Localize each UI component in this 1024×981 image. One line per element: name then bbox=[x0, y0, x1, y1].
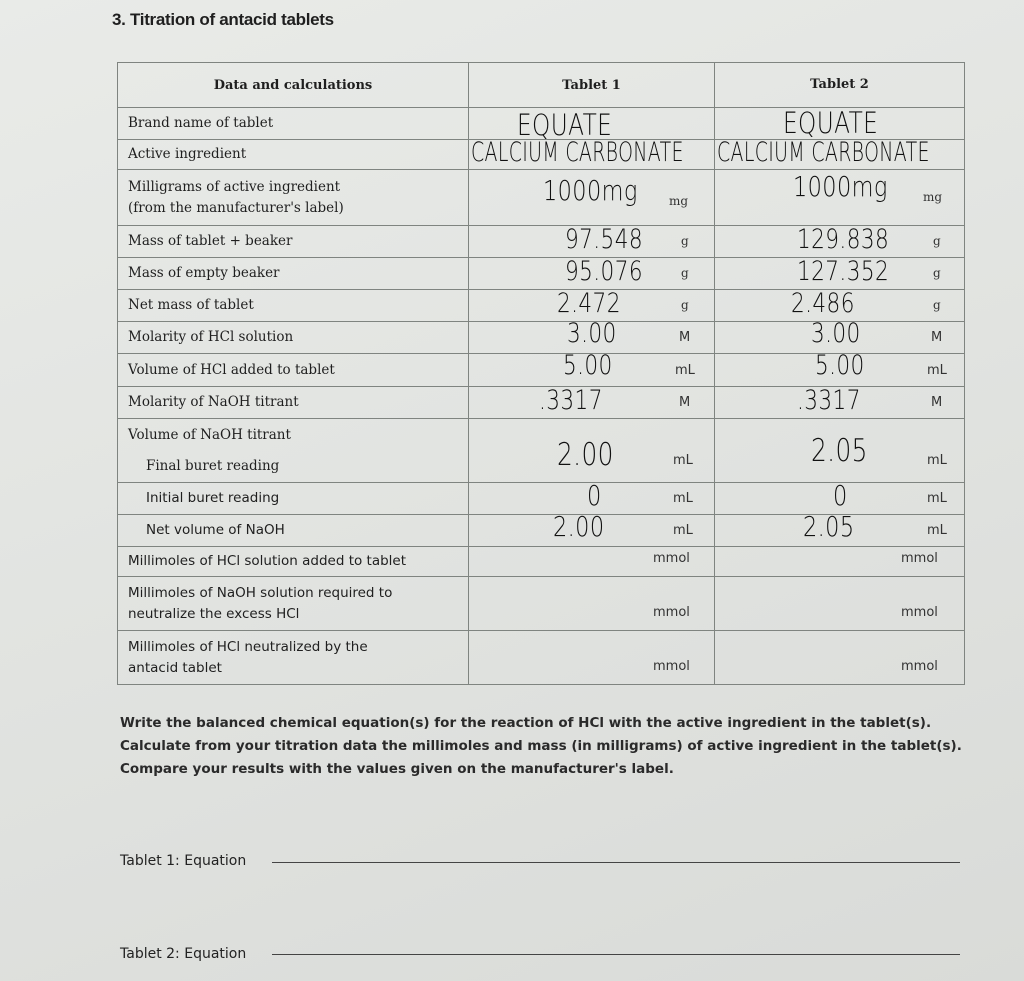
label-mmol-neutralized-line2: antacid tablet bbox=[128, 659, 222, 676]
hw-tablet-beaker-t1: 97.548 bbox=[565, 224, 643, 255]
cell-net-mass-t1[interactable] bbox=[469, 290, 715, 322]
label-net-naoh: Net volume of NaOH bbox=[118, 515, 469, 547]
cell-net-naoh-t1[interactable] bbox=[469, 510, 715, 547]
hw-naoh-molarity-t1: .3317 bbox=[539, 385, 603, 416]
instructions-line2: Calculate from your titration data the millimoles and mass (in milligrams) of active ingredient in the tablet(s). bbox=[120, 738, 962, 754]
cell-hcl-volume-t1[interactable] bbox=[469, 350, 715, 387]
table-header-row bbox=[118, 63, 965, 108]
unit-ml-hv-t2: mL bbox=[927, 363, 947, 378]
cell-brand-t2[interactable] bbox=[715, 108, 965, 140]
cell-net-mass-t2[interactable] bbox=[715, 290, 965, 322]
cell-active-t2[interactable] bbox=[715, 137, 965, 170]
row-mmol-naoh bbox=[118, 577, 965, 631]
hw-brand-t2: EQUATE bbox=[783, 106, 879, 140]
label-naoh-volume: Volume of NaOH titrant bbox=[128, 427, 291, 443]
hw-net-mass-t2: 2.486 bbox=[791, 288, 855, 319]
label-active: Active ingredient bbox=[118, 140, 469, 170]
hw-hcl-molarity-t2: 3.00 bbox=[811, 318, 861, 349]
label-initial-buret: Initial buret reading bbox=[118, 483, 469, 515]
hw-initial-buret-t2: 0 bbox=[833, 479, 848, 512]
tablet1-equation-line[interactable] bbox=[272, 862, 960, 863]
unit-ml-ib-t2: mL bbox=[927, 491, 947, 506]
cell-mmol-naoh-t2[interactable] bbox=[715, 577, 965, 631]
label-mg-active-line2: (from the manufacturer's label) bbox=[128, 199, 344, 216]
hw-active-t1: CALCIUM CARBONATE bbox=[471, 137, 684, 168]
label-final-buret: Final buret reading bbox=[146, 458, 280, 474]
cell-hcl-volume-t2[interactable] bbox=[715, 350, 965, 387]
unit-mg-t2: mg bbox=[923, 190, 943, 204]
row-brand bbox=[118, 108, 965, 140]
row-active bbox=[118, 140, 965, 170]
hw-final-buret-t2: 2.05 bbox=[811, 433, 868, 469]
tablet1-equation-label: Tablet 1: Equation bbox=[120, 853, 247, 869]
unit-g-nm-t2: g bbox=[933, 298, 941, 312]
hw-net-naoh-t1: 2.00 bbox=[553, 510, 605, 543]
hw-hcl-molarity-t1: 3.00 bbox=[567, 318, 617, 349]
unit-g-tb-t2: g bbox=[933, 234, 941, 248]
cell-tablet-beaker-t2[interactable] bbox=[715, 226, 965, 258]
unit-m-nm-t2: M bbox=[931, 395, 943, 410]
label-mmol-neutralized-line1: Millimoles of HCl neutralized by the bbox=[128, 638, 368, 655]
hw-net-mass-t1: 2.472 bbox=[557, 288, 621, 319]
unit-m-hm-t1: M bbox=[679, 330, 691, 345]
row-mmol-hcl bbox=[118, 547, 965, 577]
row-mmol-neutralized bbox=[118, 631, 965, 685]
hw-brand-t1: EQUATE bbox=[517, 108, 613, 142]
cell-empty-beaker-t1[interactable] bbox=[469, 258, 715, 290]
cell-final-buret-t2[interactable] bbox=[715, 419, 965, 483]
cell-naoh-molarity-t1[interactable] bbox=[469, 387, 715, 419]
label-net-mass: Net mass of tablet bbox=[118, 290, 469, 322]
hw-naoh-molarity-t2: .3317 bbox=[797, 385, 861, 416]
label-hcl-molarity: Molarity of HCl solution bbox=[118, 322, 469, 354]
unit-m-hm-t2: M bbox=[931, 330, 943, 345]
row-naoh-molarity bbox=[118, 387, 965, 419]
unit-mmol-hcl-t2: mmol bbox=[901, 551, 938, 566]
unit-ml-hv-t1: mL bbox=[675, 363, 695, 378]
row-empty-beaker bbox=[118, 258, 965, 290]
hw-empty-beaker-t2: 127.352 bbox=[797, 256, 890, 287]
tablet2-equation-label: Tablet 2: Equation bbox=[120, 946, 247, 962]
unit-ml-fb-t2: mL bbox=[927, 453, 947, 468]
unit-g-eb-t1: g bbox=[681, 266, 689, 280]
label-mmol-naoh-line2: neutralize the excess HCl bbox=[128, 605, 300, 622]
label-mg-active bbox=[118, 170, 469, 226]
unit-mg-t1: mg bbox=[669, 194, 689, 208]
unit-g-tb-t1: g bbox=[681, 234, 689, 248]
row-tablet-beaker bbox=[118, 226, 965, 258]
unit-g-eb-t2: g bbox=[933, 266, 941, 280]
hw-net-naoh-t2: 2.05 bbox=[803, 510, 855, 543]
header-tablet2: Tablet 2 bbox=[715, 63, 965, 108]
unit-mmol-naoh-t1: mmol bbox=[653, 605, 690, 620]
cell-brand-t1[interactable] bbox=[469, 108, 715, 140]
cell-hcl-molarity-t1[interactable] bbox=[469, 318, 715, 354]
cell-mg-active-t2[interactable] bbox=[715, 170, 965, 226]
hw-final-buret-t1: 2.00 bbox=[557, 437, 614, 473]
row-net-mass bbox=[118, 290, 965, 322]
cell-tablet-beaker-t1[interactable] bbox=[469, 226, 715, 258]
row-hcl-molarity bbox=[118, 322, 965, 354]
header-data-calculations: Data and calculations bbox=[118, 63, 469, 108]
label-mmol-hcl: Millimoles of HCl solution added to tablet bbox=[118, 547, 469, 577]
cell-mmol-neutralized-t2[interactable] bbox=[715, 631, 965, 685]
cell-mmol-hcl-t1[interactable] bbox=[469, 547, 715, 577]
header-tablet1: Tablet 1 bbox=[469, 63, 715, 108]
hw-mg-active-t1: 1000mg bbox=[543, 174, 638, 207]
cell-empty-beaker-t2[interactable] bbox=[715, 258, 965, 290]
instructions-line1: Write the balanced chemical equation(s) for the reaction of HCl with the active ingredient in the tablet(s). bbox=[120, 715, 932, 731]
row-hcl-volume bbox=[118, 354, 965, 387]
hw-initial-buret-t1: 0 bbox=[587, 479, 602, 512]
label-naoh-molarity: Molarity of NaOH titrant bbox=[118, 387, 469, 419]
hw-empty-beaker-t1: 95.076 bbox=[565, 256, 643, 287]
hw-hcl-volume-t1: 5.00 bbox=[563, 350, 613, 381]
cell-mmol-neutralized-t1[interactable] bbox=[469, 631, 715, 685]
row-mg-active bbox=[118, 170, 965, 226]
cell-net-naoh-t2[interactable] bbox=[715, 510, 965, 547]
unit-mmol-hcl-t1: mmol bbox=[653, 551, 690, 566]
cell-mmol-naoh-t1[interactable] bbox=[469, 577, 715, 631]
instructions-line3: Compare your results with the values given on the manufacturer's label. bbox=[120, 761, 674, 777]
hw-tablet-beaker-t2: 129.838 bbox=[797, 224, 890, 255]
label-tablet-beaker: Mass of tablet + beaker bbox=[118, 226, 469, 258]
unit-ml-ib-t1: mL bbox=[673, 491, 693, 506]
unit-ml-nn-t1: mL bbox=[673, 523, 693, 538]
row-final-buret bbox=[118, 419, 965, 483]
cell-naoh-molarity-t2[interactable] bbox=[715, 387, 965, 419]
label-empty-beaker: Mass of empty beaker bbox=[118, 258, 469, 290]
unit-g-nm-t1: g bbox=[681, 298, 689, 312]
label-mg-active-line1: Milligrams of active ingredient bbox=[128, 178, 341, 195]
row-net-naoh bbox=[118, 515, 965, 547]
unit-mmol-naoh-t2: mmol bbox=[901, 605, 938, 620]
unit-mmol-neutralized-t1: mmol bbox=[653, 659, 690, 674]
cell-mg-active-t1[interactable] bbox=[469, 170, 715, 226]
label-brand: Brand name of tablet bbox=[118, 108, 469, 140]
label-mmol-naoh bbox=[118, 577, 469, 631]
unit-mmol-neutralized-t2: mmol bbox=[901, 659, 938, 674]
tablet2-equation-line[interactable] bbox=[272, 954, 960, 955]
unit-ml-nn-t2: mL bbox=[927, 523, 947, 538]
unit-m-nm-t1: M bbox=[679, 395, 691, 410]
label-mmol-neutralized bbox=[118, 631, 469, 685]
unit-ml-fb-t1: mL bbox=[673, 453, 693, 468]
cell-mmol-hcl-t2[interactable] bbox=[715, 547, 965, 577]
hw-hcl-volume-t2: 5.00 bbox=[815, 350, 865, 381]
hw-active-t2: CALCIUM CARBONATE bbox=[717, 137, 930, 168]
cell-hcl-molarity-t2[interactable] bbox=[715, 318, 965, 354]
label-hcl-volume: Volume of HCl added to tablet bbox=[118, 354, 469, 387]
cell-active-t1[interactable] bbox=[469, 137, 715, 170]
cell-final-buret-t1[interactable] bbox=[469, 419, 715, 483]
label-naoh-volume-block bbox=[118, 419, 469, 483]
hw-mg-active-t2: 1000mg bbox=[793, 170, 888, 203]
instructions bbox=[120, 712, 980, 781]
page-title: 3. Titration of antacid tablets bbox=[112, 10, 334, 29]
data-table bbox=[117, 62, 965, 685]
label-mmol-naoh-line1: Millimoles of NaOH solution required to bbox=[128, 584, 393, 601]
